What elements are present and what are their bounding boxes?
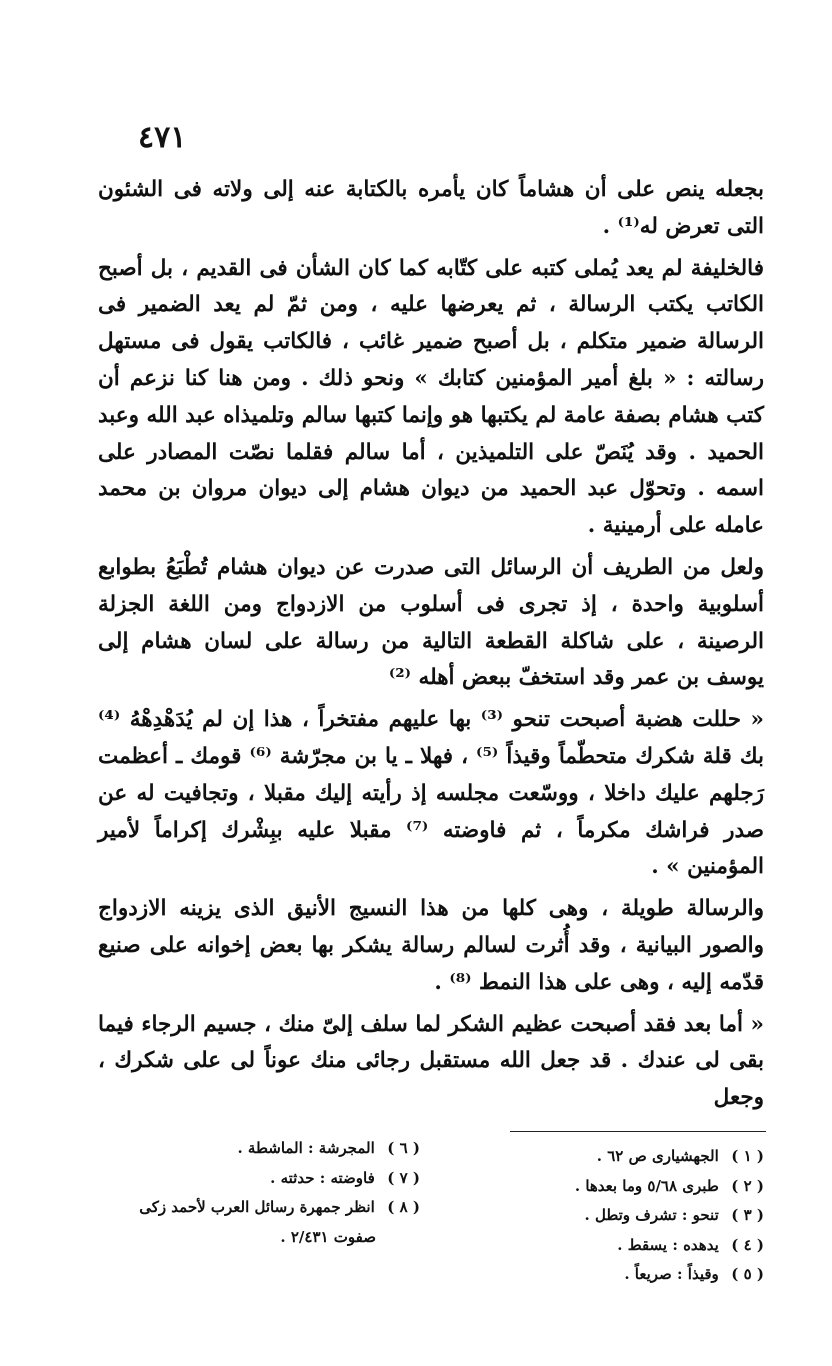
footnote-number: ( ٢ ) [731,1176,764,1195]
footnote-text: يدهده : يسقط . [617,1235,719,1254]
footnote-text: طبرى ٥/٦٨ وما بعدها . [574,1176,719,1195]
footnote-number: ( ٦ ) [387,1139,420,1157]
footnote-text: انظر جمهرة رسائل العرب لأحمد زكى [139,1198,375,1216]
footnote-text: الجهشيارى ص ٦٢ . [596,1147,719,1165]
footnote [500,1172,764,1202]
quoted-letter: « حللت هضبة أصبحت تنحو ⁽³⁾ بها عليهم مفتخراً ، هذا إن لم يُدَهْدِهْهُ ⁽⁴⁾ بك قلة شكرك متحطّماً وقيذاً ⁽⁵⁾ ، فهلا ـ يا بن مجرّشة ⁽⁶⁾ قومك ـ أعظمت رَجلهم عليك داخلا ، ووسّعت مجلسه إذ رأيته إليك مقبلا ، وتجافيت له عن صدر فراشك مكرماً ، ثم فاوضته ⁽⁷⁾ مقبلا عليه ببِشْرك إكراماً لأمير المؤمنين » . [98,707,764,880]
footnote-divider [510,1131,766,1132]
footnote-text: المجرشة : الماشطة . [237,1139,375,1157]
body-text [98,172,764,1122]
footnote-number: ( ١ ) [731,1147,764,1165]
footnote [100,1193,420,1223]
footnote [500,1260,764,1290]
footnotes-right-column [500,1142,764,1290]
footnote-text: وقيذاً : صريعاً . [624,1265,719,1283]
paragraph: والرسالة طويلة ، وهى كلها من هذا النسيج الأنيق الذى يزينه الازدواج والصور البيانية ، وقد أُثرت لسالم رسالة يشكر بها بعض إخوانه على صنيع قدّمه إليه ، وهى على هذا النمط ⁽⁸⁾ . [98,896,764,995]
footnote [500,1142,764,1172]
paragraph: فالخليفة لم يعد يُملى كتبه على كتّابه كما كان الشأن فى القديم ، بل أصبح الكاتب يكتب الرسالة ، ثم يعرضها عليه ، ومن ثمّ لم يعد الضمير فى الرسالة ضمير متكلم ، بل أصبح ضمير غائب ، فالكاتب يقول فى مستهل رسالته : « بلغ أمير المؤمنين كتابك » ونحو ذلك . ومن هنا كنا نزعم أن كتب هشام بصفة عامة لم يكتبها هو وإنما كتبها سالم وتلميذاه عبد الله وعبد الحميد . وقد يُنَصّ على التلميذين ، أما سالم فقلما نصّت المصادر على اسمه . وتحوّل عبد الحميد من ديوان هشام إلى ديوان مروان بن محمد عامله على أرمينية . [98,255,764,539]
footnote-text: فاوضته : حدثته . [270,1168,375,1187]
footnote-number: ( ٧ ) [387,1168,420,1187]
footnote-continuation: صفوت ٢/٤٣١ . [280,1227,376,1246]
footnote-number: ( ٥ ) [731,1265,764,1283]
paragraph: بجعله ينص على أن هشاماً كان يأمره بالكتابة عنه إلى ولاته فى الشئون التى تعرض له⁽¹⁾ . [98,177,764,239]
footnote-text: تنحو : تشرف وتطل . [584,1206,719,1224]
footnote-number: ( ٤ ) [731,1235,764,1254]
quoted-letter: « أما بعد فقد أصبحت عظيم الشكر لما سلف إلىّ منك ، جسيم الرجاء فيما بقى لى عندك . قد جعل الله مستقبل رجائى منك عوناً لى على شكرك ، وجعل [98,1011,764,1111]
footnote [100,1164,420,1194]
paragraph: ولعل من الطريف أن الرسائل التى صدرت عن ديوان هشام تُطْبَعُ بطوابع أسلوبية واحدة ، إذ تجرى فى أسلوب من الازدواج ومن اللغة الجزلة الرصينة ، على شاكلة القطعة التالية من رسالة على لسان هشام إلى يوسف بن عمر وقد استخفّ ببعض أهله ⁽²⁾ [98,554,764,691]
footnote [500,1231,764,1261]
footnote [500,1201,764,1231]
footnote-number: ( ٣ ) [731,1206,764,1224]
footnotes-left-column [100,1134,420,1252]
footnote-number: ( ٨ ) [387,1198,420,1216]
page-number: ٤٧١ [138,120,187,155]
footnote [100,1134,420,1164]
